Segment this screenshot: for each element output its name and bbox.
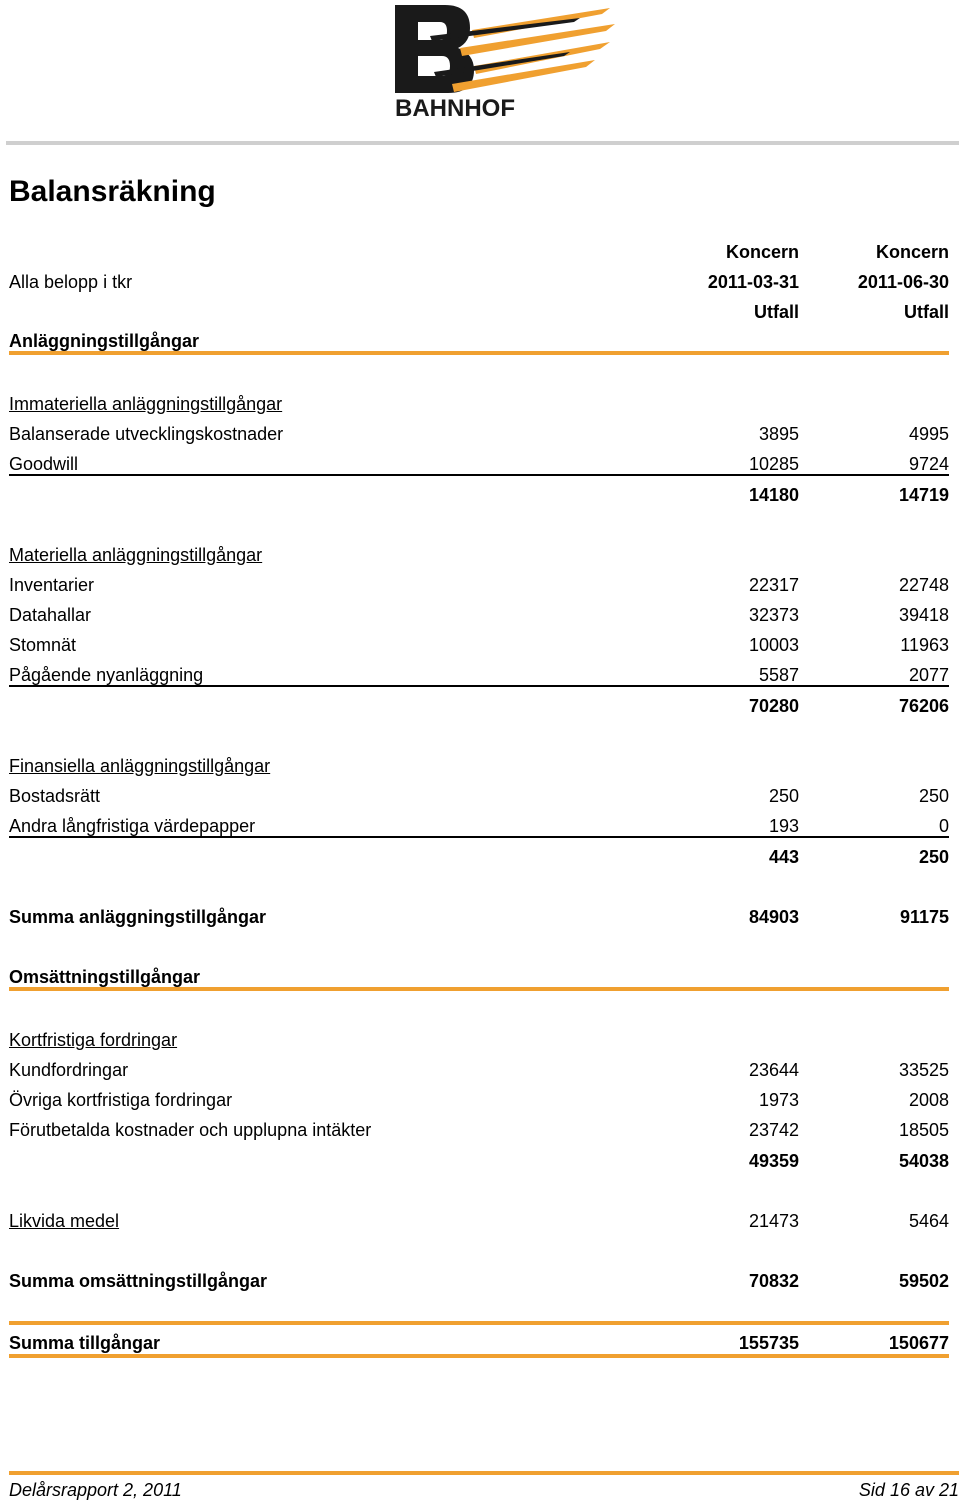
column-header-row-3	[0, 297, 960, 327]
sum-divider	[9, 836, 949, 838]
subsection-heading	[0, 751, 960, 781]
row-label: Övriga kortfristiga fordringar	[9, 1090, 233, 1110]
row-value-col1: 3895	[758, 424, 799, 444]
subtotal-row	[0, 691, 960, 721]
subsection-title: Finansiella anläggningstillgångar	[9, 756, 271, 776]
subtotal-col2: 76206	[898, 696, 949, 716]
row-value-col2: 11963	[900, 635, 949, 655]
bahnhof-logo	[390, 0, 620, 120]
total-row-omsattning	[0, 1266, 960, 1296]
row-label: Goodwill	[9, 454, 79, 474]
total-label: Summa anläggningstillgångar	[9, 907, 267, 927]
total-col2: 150677	[888, 1333, 949, 1353]
row-value-col1: 250	[768, 786, 799, 806]
row-value-col2: 250	[918, 786, 949, 806]
row-value-col2: 0	[938, 816, 949, 836]
subsection-title: Kortfristiga fordringar	[9, 1030, 178, 1050]
page-footer	[9, 1478, 959, 1503]
subtotal-col2: 14719	[898, 485, 949, 505]
row-value-col2: 22748	[898, 575, 949, 595]
col2-header-line3: Utfall	[904, 302, 949, 322]
table-row	[0, 419, 960, 449]
subtotal-col1: 443	[768, 847, 799, 867]
total-label: Summa tillgångar	[9, 1333, 161, 1353]
grand-total-divider-bottom	[9, 1354, 949, 1358]
table-row-likvida	[0, 1206, 960, 1236]
row-label: Andra långfristiga värdepapper	[9, 816, 256, 836]
grand-total-divider-top	[9, 1321, 949, 1325]
row-value-col1: 10003	[748, 635, 799, 655]
footer-page-number: Sid 16 av 21	[858, 1480, 959, 1500]
subtotal-col1: 70280	[748, 696, 799, 716]
sum-divider	[9, 474, 949, 476]
row-value-col2: 2077	[908, 665, 949, 685]
row-value-col1: 193	[768, 816, 799, 836]
total-row-anlaggning	[0, 902, 960, 932]
row-label: Balanserade utvecklingskostnader	[9, 424, 284, 444]
row-label: Bostadsrätt	[9, 786, 101, 806]
row-value-col1: 5587	[758, 665, 799, 685]
table-row	[0, 1115, 960, 1145]
logo-text: BAHNHOF	[395, 95, 515, 120]
row-value-col1: 23644	[748, 1060, 799, 1080]
section-divider	[9, 987, 949, 991]
table-row	[0, 600, 960, 630]
section-title: Anläggningstillgångar	[9, 331, 200, 351]
total-label: Summa omsättningstillgångar	[9, 1271, 268, 1291]
row-value-col2: 5464	[908, 1211, 949, 1231]
currency-note: Alla belopp i tkr	[9, 272, 133, 292]
section-title: Omsättningstillgångar	[9, 967, 201, 987]
subsection-title: Materiella anläggningstillgångar	[9, 545, 263, 565]
subtotal-row	[0, 480, 960, 510]
total-col1: 155735	[738, 1333, 799, 1353]
row-label: Inventarier	[9, 575, 95, 595]
table-row	[0, 1055, 960, 1085]
row-value-col2: 33525	[898, 1060, 949, 1080]
row-value-col1: 23742	[748, 1120, 799, 1140]
subsection-heading	[0, 389, 960, 419]
subtotal-col2: 250	[918, 847, 949, 867]
col1-header-line3: Utfall	[754, 302, 799, 322]
row-value-col2: 4995	[908, 424, 949, 444]
table-row	[0, 630, 960, 660]
subtotal-col2: 54038	[898, 1151, 949, 1171]
footer-report-name: Delårsrapport 2, 2011	[9, 1480, 182, 1500]
column-header-row-2	[0, 267, 960, 297]
row-value-col1: 22317	[748, 575, 799, 595]
subtotal-col1: 14180	[748, 485, 799, 505]
col1-header-date: 2011-03-31	[707, 272, 799, 292]
row-label: Datahallar	[9, 605, 92, 625]
total-col1: 84903	[748, 907, 799, 927]
col2-header-date: 2011-06-30	[857, 272, 949, 292]
page-title: Balansräkning	[9, 175, 216, 208]
row-label: Förutbetalda kostnader och upplupna intäkter	[9, 1120, 372, 1140]
sum-divider	[9, 685, 949, 687]
subsection-title: Immateriella anläggningstillgångar	[9, 394, 283, 414]
row-label: Likvida medel	[9, 1211, 120, 1231]
row-label: Kundfordringar	[9, 1060, 129, 1080]
col2-header-line1: Koncern	[875, 242, 949, 262]
column-header-row-1	[0, 237, 960, 267]
subtotal-col1: 49359	[748, 1151, 799, 1171]
row-value-col2: 9724	[908, 454, 949, 474]
total-col2: 59502	[898, 1271, 949, 1291]
subtotal-row	[0, 842, 960, 872]
section-divider	[9, 351, 949, 355]
bahnhof-logo-graphic	[390, 0, 620, 120]
row-value-col1: 1973	[758, 1090, 799, 1110]
row-label: Stomnät	[9, 635, 77, 655]
table-row	[0, 1085, 960, 1115]
row-value-col2: 2008	[908, 1090, 949, 1110]
row-value-col2: 39418	[898, 605, 949, 625]
subsection-heading	[0, 540, 960, 570]
table-row	[0, 570, 960, 600]
row-value-col1: 32373	[748, 605, 799, 625]
total-col1: 70832	[748, 1271, 799, 1291]
row-value-col1: 21473	[748, 1211, 799, 1231]
subtotal-row	[0, 1146, 960, 1176]
row-value-col1: 10285	[748, 454, 799, 474]
row-value-col2: 18505	[898, 1120, 949, 1140]
table-row	[0, 781, 960, 811]
footer-divider	[9, 1471, 959, 1475]
col1-header-line1: Koncern	[725, 242, 799, 262]
header-divider	[6, 141, 959, 145]
subsection-heading	[0, 1025, 960, 1055]
total-col2: 91175	[899, 907, 949, 927]
row-label: Pågående nyanläggning	[9, 665, 204, 685]
